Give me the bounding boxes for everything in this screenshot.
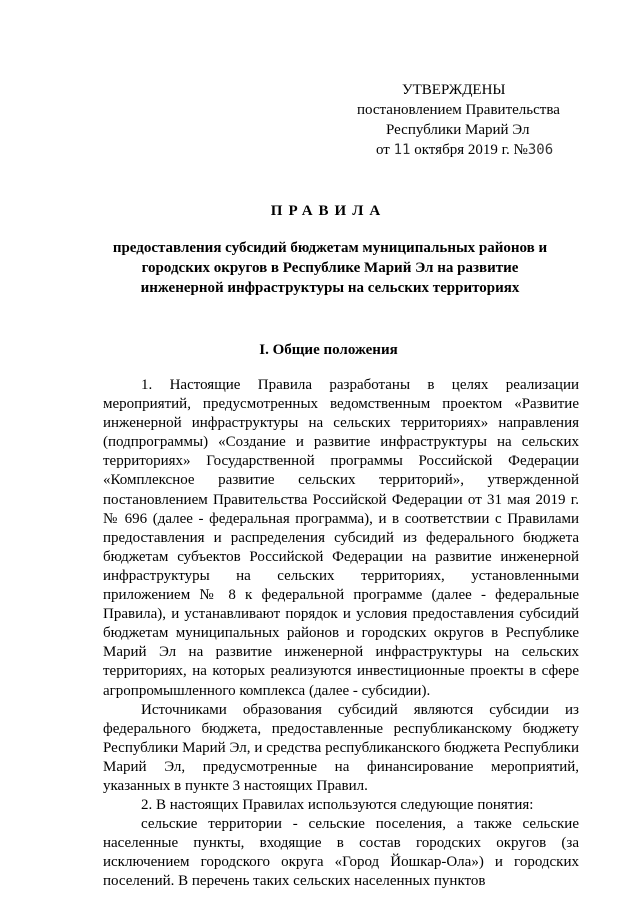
date-day: 11 <box>393 142 411 158</box>
paragraph-4: сельские территории - сельские поселения, а также сельские населенные пункты, входящие в состав городских округов (за исключением городского округа «Город Йошкар-Ола») и городских поселений. В перечень таких сельских населенных пунктов <box>103 816 579 890</box>
date-rest: октября 2019 г. № <box>414 142 528 158</box>
section-heading: I. Общие положения <box>259 342 398 358</box>
decree-line: постановлением Правительства <box>357 102 560 118</box>
decree-number: 306 <box>527 142 554 158</box>
paragraph-3: 2. В настоящих Правилах используются следующие понятия: <box>141 797 534 814</box>
date-prefix: от <box>376 142 390 158</box>
paragraph-1: 1. Настоящие Правила разработаны в целях реализации мероприятий, предусмотренных ведомственным проектом «Развитие инженерной инфраструктуры на сельских территориях» направления (подпрограммы) «Создание и развитие инфраструктуры на сельских территориях» Государственной программы Российской Федерации «Комплексное развитие сельских территорий», утвержденной постановлением Правительства Российской Федерации от 31 мая 2019 г. № 696 (далее - федеральная программа), и в соответствии с Правилами предоставления и распределения субсидий из федерального бюджета бюджетам субъектов Российской Федерации на развитие инженерной инфраструктуры на сельских территориях, установленными приложением № 8 к федеральной программе (далее - федеральные Правила), и устанавливают порядок и условия предоставления субсидий бюджетам муниципальных районов и городских округов в Республике Марий Эл на развитие инженерной инфраструктуры на сельских территориях, на которых реализуются инвестиционные проекты в сфере агропромышленного комплекса (далее - субсидии). <box>103 377 579 699</box>
republic-line: Республики Марий Эл <box>386 122 530 138</box>
document-body <box>103 376 579 892</box>
decree-date-line <box>376 140 553 160</box>
document-subtitle: предоставления субсидий бюджетам муниципальных районов и городских округов в Республике Марий Эл на развитие инженерной инфраструктуры на сельских территориях <box>112 240 548 296</box>
paragraph-2: Источниками образования субсидий являются субсидии из федерального бюджета, предоставленные республиканскому бюджету Республики Марий Эл, и средства республиканского бюджета Республики Марий Эл, предусмотренные на финансирование мероприятий, указанных в пункте 3 настоящих Правил. <box>103 701 579 794</box>
document-title: ПРАВИЛА <box>270 203 387 219</box>
approved-label: УТВЕРЖДЕНЫ <box>402 82 506 98</box>
